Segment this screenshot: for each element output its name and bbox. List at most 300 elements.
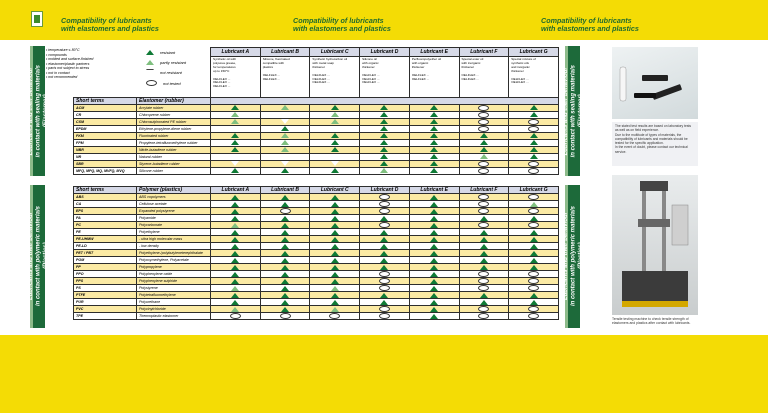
not-resistant-icon bbox=[331, 161, 339, 166]
not-resistant-icon bbox=[231, 154, 239, 159]
resistant-icon bbox=[480, 147, 488, 152]
resistant-icon bbox=[430, 168, 438, 173]
compatibility-cell bbox=[360, 229, 410, 236]
not-tested-icon bbox=[280, 208, 291, 214]
compatibility-cell bbox=[409, 194, 459, 201]
resistant-icon bbox=[530, 251, 538, 256]
partly-resistant-icon bbox=[231, 223, 239, 228]
compatibility-cell bbox=[211, 264, 261, 271]
table-row bbox=[74, 104, 559, 111]
not-tested-icon bbox=[478, 201, 489, 207]
compatibility-cell bbox=[260, 208, 310, 215]
resistant-icon bbox=[281, 223, 289, 228]
compatibility-cell bbox=[310, 167, 360, 174]
not-tested-icon bbox=[478, 271, 489, 277]
resistant-icon bbox=[430, 237, 438, 242]
compatibility-cell bbox=[459, 313, 509, 320]
compatibility-cell bbox=[409, 285, 459, 292]
resistant-icon bbox=[380, 126, 388, 131]
compatibility-cell bbox=[260, 285, 310, 292]
compatibility-cell bbox=[310, 250, 360, 257]
resistant-icon bbox=[430, 300, 438, 305]
legend-notes: • temperature ≤ 80°C • compounds • molded and surface-finished • elastomer/plastic partners • parts not subject to stress • not in contact • not recommended bbox=[46, 48, 94, 79]
lubricant-e-header: Lubricant E bbox=[409, 48, 459, 57]
material-name-cell: Styrene-butadiene rubber bbox=[137, 160, 211, 167]
compatibility-cell bbox=[409, 139, 459, 146]
resistant-icon bbox=[380, 258, 388, 263]
compatibility-cell bbox=[459, 229, 509, 236]
short-terms-header: Short terms bbox=[74, 187, 137, 194]
compatibility-cell bbox=[409, 167, 459, 174]
resistant-icon bbox=[530, 300, 538, 305]
compatibility-cell bbox=[409, 271, 459, 278]
compatibility-cell bbox=[459, 208, 509, 215]
compatibility-cell bbox=[260, 160, 310, 167]
table-row bbox=[74, 278, 559, 285]
not-tested-icon bbox=[478, 161, 489, 167]
table-row bbox=[74, 264, 559, 271]
compatibility-cell bbox=[211, 167, 261, 174]
compatibility-cell bbox=[509, 264, 559, 271]
table-row bbox=[74, 167, 559, 174]
compatibility-cell bbox=[211, 236, 261, 243]
resistant-icon bbox=[380, 140, 388, 145]
table-row bbox=[74, 125, 559, 132]
table-row bbox=[74, 208, 559, 215]
table-row bbox=[74, 132, 559, 139]
compatibility-cell bbox=[211, 257, 261, 264]
not-tested-icon bbox=[478, 222, 489, 228]
resistant-icon bbox=[331, 223, 339, 228]
compatibility-cell bbox=[509, 250, 559, 257]
compatibility-cell bbox=[509, 160, 559, 167]
compatibility-cell bbox=[310, 222, 360, 229]
lubricant-b-header: Lubricant B bbox=[260, 187, 310, 194]
resistant-icon bbox=[480, 133, 488, 138]
compatibility-cell bbox=[310, 229, 360, 236]
compatibility-cell bbox=[409, 153, 459, 160]
compatibility-cell bbox=[509, 278, 559, 285]
resistant-icon bbox=[430, 105, 438, 110]
compatibility-cell bbox=[459, 299, 509, 306]
compatibility-cell bbox=[459, 125, 509, 132]
not-tested-icon bbox=[280, 313, 291, 319]
short-term-cell: CSM bbox=[74, 118, 137, 125]
compatibility-cell bbox=[260, 229, 310, 236]
resistant-icon bbox=[430, 209, 438, 214]
short-term-cell: PVC bbox=[74, 306, 137, 313]
resistant-icon bbox=[430, 230, 438, 235]
resistant-icon bbox=[430, 279, 438, 284]
side-label-plastics-left bbox=[27, 185, 49, 328]
resistant-icon bbox=[530, 293, 538, 298]
compatibility-cell bbox=[211, 243, 261, 250]
resistant-icon bbox=[430, 216, 438, 221]
resistant-icon bbox=[380, 230, 388, 235]
resistant-icon bbox=[231, 265, 239, 270]
lubricant-f-header: Lubricant F bbox=[459, 48, 509, 57]
compatibility-cell bbox=[409, 278, 459, 285]
info-box bbox=[612, 122, 698, 166]
compatibility-cell bbox=[509, 306, 559, 313]
not-tested-icon bbox=[478, 126, 489, 132]
not-tested-icon bbox=[379, 194, 390, 200]
legend-label: not resistant bbox=[160, 70, 182, 75]
compatibility-cell bbox=[310, 111, 360, 118]
compatibility-cell bbox=[409, 132, 459, 139]
material-name-cell: Polyvinylchloride bbox=[137, 306, 211, 313]
lubricant-f-header: Lubricant F bbox=[459, 187, 509, 194]
compatibility-cell bbox=[409, 313, 459, 320]
resistant-icon bbox=[430, 195, 438, 200]
compatibility-cell bbox=[509, 257, 559, 264]
lubricant-c-description: Synthetic hydrocarbon oil with metal soap thickener OELFLEX ... OELFLEX ... OELFLEX ... bbox=[310, 57, 360, 98]
resistant-icon bbox=[281, 230, 289, 235]
material-name-cell: Polyethylene bbox=[137, 229, 211, 236]
compatibility-cell bbox=[459, 222, 509, 229]
compatibility-cell bbox=[409, 146, 459, 153]
compatibility-cell bbox=[360, 104, 410, 111]
compatibility-cell bbox=[360, 139, 410, 146]
short-term-cell: PPS bbox=[74, 278, 137, 285]
compatibility-cell bbox=[211, 278, 261, 285]
resistant-icon bbox=[430, 140, 438, 145]
compatibility-cell bbox=[409, 243, 459, 250]
short-terms-header: Short terms bbox=[74, 97, 137, 104]
material-name-cell: Acrylate rubber bbox=[137, 104, 211, 111]
compatibility-cell bbox=[260, 146, 310, 153]
resistant-icon bbox=[331, 168, 339, 173]
compatibility-cell bbox=[211, 132, 261, 139]
partly-resistant-icon bbox=[331, 286, 339, 291]
resistant-icon bbox=[231, 230, 239, 235]
resistant-icon bbox=[331, 133, 339, 138]
compatibility-cell bbox=[459, 306, 509, 313]
compatibility-cell bbox=[310, 153, 360, 160]
short-term-cell: PS bbox=[74, 285, 137, 292]
compatibility-cell bbox=[360, 111, 410, 118]
sample-parts-icon bbox=[612, 47, 698, 119]
table-row bbox=[74, 257, 559, 264]
compatibility-cell bbox=[260, 306, 310, 313]
polymer-compatibility-table bbox=[73, 186, 559, 320]
short-term-cell: ABS bbox=[74, 194, 137, 201]
compatibility-cell bbox=[310, 257, 360, 264]
short-term-cell: PUR bbox=[74, 299, 137, 306]
machine-caption: Tensile testing machine to check tensile strength of elastomers and plastics after contact with lubricants. bbox=[612, 317, 691, 326]
resistant-icon bbox=[331, 293, 339, 298]
material-name-cell: Polyphenylene oxide bbox=[137, 271, 211, 278]
compatibility-cell bbox=[310, 313, 360, 320]
table-row bbox=[74, 306, 559, 313]
resistant-icon bbox=[430, 244, 438, 249]
not-tested-icon bbox=[478, 285, 489, 291]
not-tested-icon bbox=[478, 194, 489, 200]
short-term-cell: EPDM bbox=[74, 125, 137, 132]
lubricant-c-header: Lubricant C bbox=[310, 48, 360, 57]
table-row bbox=[74, 201, 559, 208]
compatibility-cell bbox=[459, 257, 509, 264]
compatibility-cell bbox=[459, 160, 509, 167]
not-tested-icon bbox=[478, 306, 489, 312]
material-name-cell: Ethylene-propylene-diene rubber bbox=[137, 125, 211, 132]
resistant-icon bbox=[430, 147, 438, 152]
compatibility-cell bbox=[310, 139, 360, 146]
resistant-icon bbox=[331, 244, 339, 249]
resistant-icon bbox=[480, 293, 488, 298]
compatibility-cell bbox=[260, 125, 310, 132]
lubricant-b-description: Silicone, fluorinated compatible with plastics OELFLEX ... OELFLEX ... bbox=[260, 57, 310, 98]
compatibility-cell bbox=[360, 306, 410, 313]
resistant-icon bbox=[231, 147, 239, 152]
polymer-rows bbox=[74, 194, 559, 320]
partly-resistant-icon bbox=[480, 154, 488, 159]
elastomer-rows bbox=[74, 104, 559, 174]
compatibility-cell bbox=[409, 118, 459, 125]
resistant-icon bbox=[430, 133, 438, 138]
compatibility-cell bbox=[409, 201, 459, 208]
not-tested-icon bbox=[478, 105, 489, 111]
compatibility-cell bbox=[260, 243, 310, 250]
not-tested-icon bbox=[379, 313, 390, 319]
elastomer-header: Elastomer (rubber) bbox=[137, 97, 211, 104]
compatibility-cell bbox=[310, 243, 360, 250]
compatibility-cell bbox=[360, 250, 410, 257]
resistant-icon bbox=[231, 300, 239, 305]
material-name-cell: Polyoxymethylene, Polyacetale bbox=[137, 257, 211, 264]
table-row bbox=[74, 236, 559, 243]
table-row bbox=[74, 146, 559, 153]
compatibility-cell bbox=[260, 111, 310, 118]
table-row bbox=[74, 118, 559, 125]
resistant-icon bbox=[331, 300, 339, 305]
material-name-cell: Expanded polystyrene bbox=[137, 208, 211, 215]
compatibility-cell bbox=[360, 146, 410, 153]
resistant-icon bbox=[281, 307, 289, 312]
compatibility-cell bbox=[509, 153, 559, 160]
material-name-cell: Polyurethane bbox=[137, 299, 211, 306]
compatibility-cell bbox=[211, 292, 261, 299]
resistant-icon bbox=[380, 265, 388, 270]
lubricant-description-row bbox=[74, 57, 559, 98]
material-name-cell: Fluorinated rubber bbox=[137, 132, 211, 139]
compatibility-cell bbox=[211, 229, 261, 236]
resistant-icon bbox=[331, 251, 339, 256]
partly-resistant-icon bbox=[331, 307, 339, 312]
compatibility-cell bbox=[211, 104, 261, 111]
not-tested-icon bbox=[379, 306, 390, 312]
resistant-icon bbox=[530, 112, 538, 117]
resistant-icon bbox=[281, 279, 289, 284]
resistant-icon bbox=[380, 300, 388, 305]
compatibility-cell bbox=[310, 194, 360, 201]
material-name-cell: Polyethylene-/polybutyleneterephthalate bbox=[137, 250, 211, 257]
resistant-icon bbox=[430, 251, 438, 256]
not-tested-icon bbox=[528, 313, 539, 319]
partly-resistant-icon bbox=[530, 202, 538, 207]
legend-label: resistant bbox=[160, 50, 176, 55]
compatibility-cell bbox=[509, 313, 559, 320]
resistant-icon bbox=[480, 300, 488, 305]
compatibility-cell bbox=[310, 118, 360, 125]
resistant-icon bbox=[480, 244, 488, 249]
legend-label: partly resistant bbox=[160, 60, 187, 65]
not-tested-icon bbox=[230, 313, 241, 319]
compatibility-cell bbox=[260, 153, 310, 160]
compatibility-cell bbox=[260, 271, 310, 278]
compatibility-cell bbox=[409, 222, 459, 229]
short-term-cell: CA bbox=[74, 201, 137, 208]
compatibility-cell bbox=[459, 264, 509, 271]
resistant-icon bbox=[231, 168, 239, 173]
resistant-icon bbox=[430, 265, 438, 270]
table-row bbox=[74, 139, 559, 146]
compatibility-cell bbox=[360, 222, 410, 229]
short-term-cell: FKM bbox=[74, 132, 137, 139]
compatibility-cell bbox=[509, 292, 559, 299]
compatibility-cell bbox=[310, 104, 360, 111]
short-term-cell: NR bbox=[74, 153, 137, 160]
resistant-icon bbox=[331, 140, 339, 145]
compatibility-cell bbox=[260, 201, 310, 208]
material-name-cell: ABS copolymers bbox=[137, 194, 211, 201]
compatibility-cell bbox=[459, 243, 509, 250]
side-label-plastics-right bbox=[562, 185, 584, 328]
not-tested-icon bbox=[478, 168, 489, 174]
lubricant-g-header: Lubricant G bbox=[509, 187, 559, 194]
compatibility-cell bbox=[409, 125, 459, 132]
resistant-icon bbox=[331, 216, 339, 221]
resistant-icon bbox=[430, 286, 438, 291]
short-term-cell: TPE bbox=[74, 313, 137, 320]
compatibility-cell bbox=[211, 250, 261, 257]
partly-resistant-icon bbox=[331, 119, 339, 124]
resistant-icon bbox=[430, 307, 438, 312]
not-tested-icon bbox=[379, 271, 390, 277]
header-filler bbox=[211, 97, 559, 104]
compatibility-cell bbox=[260, 194, 310, 201]
compatibility-cell bbox=[211, 160, 261, 167]
resistant-icon bbox=[430, 258, 438, 263]
compatibility-cell bbox=[211, 153, 261, 160]
compatibility-cell bbox=[211, 285, 261, 292]
compatibility-cell bbox=[509, 167, 559, 174]
compatibility-cell bbox=[459, 292, 509, 299]
compatibility-cell bbox=[310, 125, 360, 132]
short-term-cell: SBR bbox=[74, 160, 137, 167]
compatibility-cell bbox=[211, 306, 261, 313]
resistant-icon bbox=[331, 230, 339, 235]
bottom-yellow-band bbox=[0, 335, 768, 413]
compatibility-cell bbox=[509, 299, 559, 306]
not-tested-icon bbox=[528, 278, 539, 284]
side-label-text: Lubricants and their behaviour in contact with sealing materials (Elastomer) bbox=[562, 64, 584, 158]
resistant-icon bbox=[281, 265, 289, 270]
short-term-cell: POM bbox=[74, 257, 137, 264]
compatibility-cell bbox=[310, 285, 360, 292]
compatibility-cell bbox=[509, 215, 559, 222]
resistant-icon bbox=[530, 147, 538, 152]
info-text: The stated test results are based on laboratory tests as well as on field experience. Due to the multitude of types of materials, the compatibility of lubricants and materials should be tested for the specific application. In the event of doubt, please contact our technical service. bbox=[615, 124, 692, 154]
compatibility-cell bbox=[509, 111, 559, 118]
not-resistant-icon bbox=[231, 126, 239, 131]
material-name-cell: Polycarbonate bbox=[137, 222, 211, 229]
compatibility-cell bbox=[360, 167, 410, 174]
compatibility-cell bbox=[211, 146, 261, 153]
resistant-icon bbox=[530, 258, 538, 263]
lubricant-a-description: Synthetic oil with polyurea grease, for temperatures up to 150°C OELFLEX ... OELFLEX ... OELFLEX ... bbox=[211, 57, 261, 98]
resistant-icon bbox=[231, 251, 239, 256]
resistant-icon bbox=[430, 272, 438, 277]
compatibility-cell bbox=[459, 201, 509, 208]
not-tested-icon bbox=[379, 278, 390, 284]
not-tested-icon bbox=[528, 222, 539, 228]
compatibility-cell bbox=[360, 201, 410, 208]
resistant-icon bbox=[281, 293, 289, 298]
partly-resistant-icon bbox=[231, 307, 239, 312]
compatibility-cell bbox=[260, 313, 310, 320]
compatibility-cell bbox=[459, 104, 509, 111]
resistant-icon bbox=[331, 209, 339, 214]
compatibility-cell bbox=[459, 278, 509, 285]
resistant-icon bbox=[530, 244, 538, 249]
resistant-icon bbox=[380, 293, 388, 298]
short-term-cell: PET / PBT bbox=[74, 250, 137, 257]
lubricant-a-header: Lubricant A bbox=[211, 48, 261, 57]
resistant-icon bbox=[530, 237, 538, 242]
resistant-icon bbox=[281, 126, 289, 131]
compatibility-cell bbox=[360, 264, 410, 271]
material-name-cell: Polyphenylene sulphide bbox=[137, 278, 211, 285]
lubricant-d-header: Lubricant D bbox=[360, 187, 410, 194]
resistant-icon bbox=[430, 293, 438, 298]
compatibility-cell bbox=[310, 299, 360, 306]
resistant-icon bbox=[530, 230, 538, 235]
compatibility-cell bbox=[360, 299, 410, 306]
side-label-text: Lubricants and their behaviour in contact with polymeric materials (Plastics) bbox=[562, 206, 584, 307]
resistant-icon bbox=[231, 293, 239, 298]
material-name-cell: Polystyrene bbox=[137, 285, 211, 292]
resistant-icon bbox=[331, 195, 339, 200]
resistant-icon bbox=[530, 216, 538, 221]
page-header-middle: Compatibility of lubricants with elastomers and plastics bbox=[293, 16, 391, 33]
compatibility-cell bbox=[310, 208, 360, 215]
testing-machine-photo bbox=[612, 175, 698, 315]
compatibility-cell bbox=[459, 271, 509, 278]
resistant-icon bbox=[281, 258, 289, 263]
material-name-cell: Polypropylene bbox=[137, 264, 211, 271]
side-label-text: Lubricants and their behaviour in contact with polymeric materials (Plastics) bbox=[27, 206, 49, 307]
resistant-icon bbox=[530, 154, 538, 159]
compatibility-cell bbox=[509, 118, 559, 125]
compatibility-cell bbox=[260, 236, 310, 243]
partly-resistant-icon bbox=[281, 147, 289, 152]
partly-resistant-icon bbox=[231, 286, 239, 291]
compatibility-cell bbox=[310, 264, 360, 271]
spacer bbox=[74, 48, 211, 57]
not-tested-icon bbox=[528, 119, 539, 125]
not-tested-icon bbox=[478, 208, 489, 214]
compatibility-cell bbox=[509, 229, 559, 236]
spacer bbox=[74, 57, 211, 98]
resistant-icon bbox=[380, 119, 388, 124]
short-term-cell: EPS bbox=[74, 208, 137, 215]
compatibility-cell bbox=[310, 201, 360, 208]
table-row bbox=[74, 313, 559, 320]
resistant-icon bbox=[281, 244, 289, 249]
resistant-icon bbox=[480, 265, 488, 270]
side-label-elastomer-left bbox=[27, 46, 49, 176]
